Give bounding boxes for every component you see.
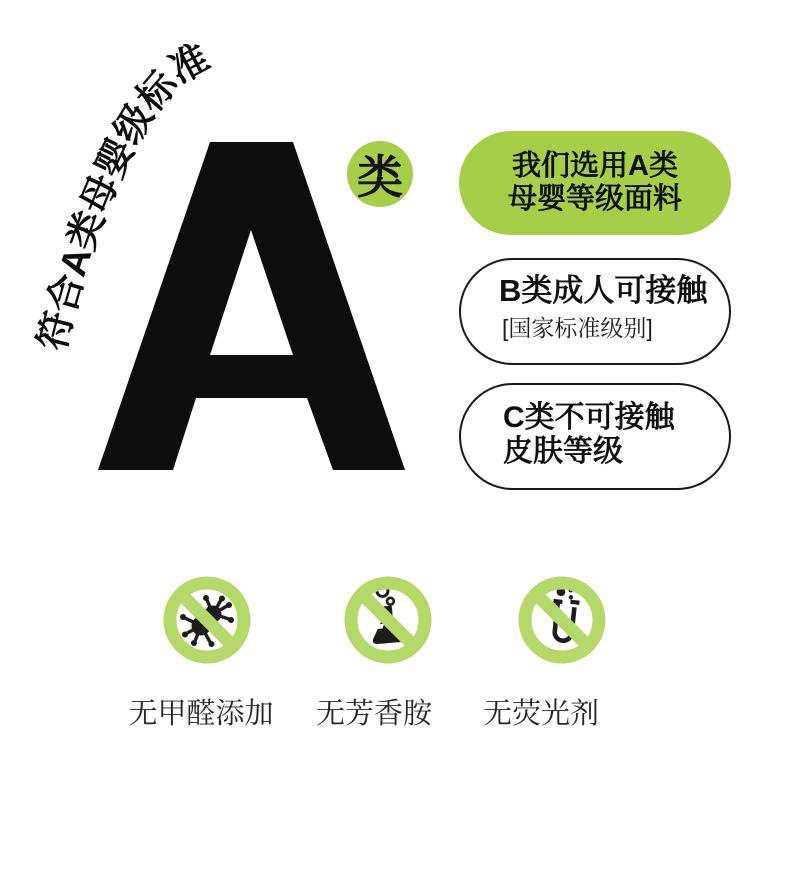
grade-b-badge-title: B类成人可接触	[499, 273, 708, 308]
no-test-tube-icon	[518, 576, 606, 664]
no-flask-icon	[344, 576, 432, 664]
class-badge-char: 类	[357, 151, 403, 203]
grade-b-badge-note: [国家标准级别]	[502, 315, 653, 341]
grade-a-badge-line2: 母婴等级面料	[507, 183, 682, 215]
grade-letter-a	[0, 0, 500, 520]
feature-label-no-aromatic-amine: 无芳香胺	[315, 698, 432, 730]
arc-heading-text: 符合A类母婴级标准	[31, 36, 217, 355]
no-germ-icon	[163, 576, 251, 664]
grade-a-badge	[459, 131, 731, 235]
grade-c-badge-line2: 皮肤等级	[503, 435, 623, 468]
grade-c-badge	[459, 383, 731, 490]
feature-label-no-fluorescent: 无荧光剂	[482, 698, 599, 730]
class-badge-circle	[347, 141, 413, 207]
grade-c-badge-line1: C类不可接触	[503, 401, 675, 434]
grade-a-badge-line1: 我们选用A类	[512, 150, 678, 182]
grade-b-badge	[459, 258, 731, 365]
feature-label-no-formaldehyde: 无甲醛添加	[128, 698, 274, 730]
